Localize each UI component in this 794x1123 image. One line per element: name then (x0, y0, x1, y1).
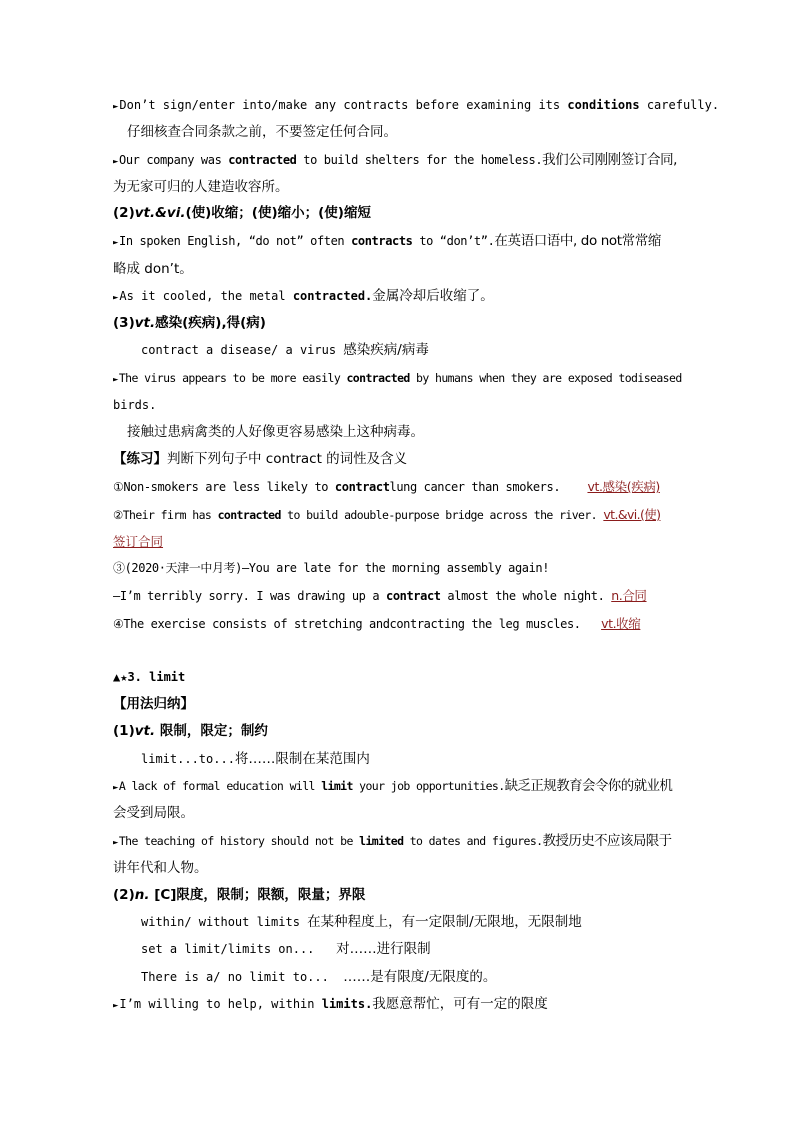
answer-text: vt.感染(疾病) (587, 479, 660, 494)
practice-heading: 【练习】判断下列句子中 contract 的词性及含义 (113, 451, 408, 467)
example-sentence: ►I’m willing to help, within limits.我愿意帮忙，可有一定的限度 (113, 996, 548, 1012)
example-translation: 会受到局限。 (113, 805, 194, 821)
phrase-line: limit...to...将……限制在某范围内 (141, 751, 370, 767)
answer-text: vt.收缩 (601, 616, 641, 631)
sense-heading: (2)n. [C]限度，限制；限额，限量；界限 (113, 887, 366, 903)
example-sentence: ►As it cooled, the metal contracted.金属冷却后收缩了。 (113, 288, 494, 304)
bullet-icon: ► (113, 1001, 119, 1011)
phrase-line: contract a disease/ a virus 感染疾病/病毒 (141, 342, 429, 358)
entry-heading: ▲★3. limit (113, 670, 186, 684)
bullet-icon: ► (113, 838, 118, 848)
example-translation: 略成 don’t。 (113, 261, 193, 277)
practice-answer-cont (113, 528, 713, 556)
example-sentence: ►Don’t sign/enter into/make any contracts before examining its conditions carefully. (113, 98, 720, 112)
example-sentence-cont: birds. (113, 398, 157, 412)
bullet-icon: ► (113, 375, 118, 385)
sense-heading: (1)vt. 限制，限定；制约 (113, 723, 268, 739)
sense-heading: (3)vt.感染(疾病),得(病) (113, 315, 266, 331)
practice-question: ①Non-smokers are less likely to contractlung cancer than smokers. vt.感染(疾病) (113, 479, 660, 494)
answer-text: 签订合同 (113, 534, 164, 549)
answer-text: n.合同 (611, 588, 647, 603)
bullet-icon: ► (113, 157, 119, 167)
bullet-icon: ► (113, 238, 119, 248)
phrase-line: There is a/ no limit to... ……是有限度/无限度的。 (141, 969, 497, 985)
practice-question: ④The exercise consists of stretching andcontracting the leg muscles. vt.收缩 (113, 616, 641, 631)
practice-question: ③(2020·天津一中月考)—You are late for the morning assembly again! (113, 561, 550, 575)
sense-heading: (2)vt.&vi.(使)收缩；(使)缩小；(使)缩短 (113, 205, 371, 221)
usage-heading: 【用法归纳】 (113, 696, 194, 712)
phrase-line: set a limit/limits on... 对……进行限制 (141, 941, 431, 957)
example-sentence: ►In spoken English, “do not” often contracts to “don’t”.在英语口语中, do not常常缩 (113, 233, 661, 249)
example-translation: 讲年代和人物。 (113, 860, 208, 876)
example-sentence: ►Our company was contracted to build shelters for the homeless.我们公司刚刚签订合同, (113, 152, 678, 168)
example-sentence: ►The virus appears to be more easily contracted by humans when they are exposed todiseased (113, 371, 682, 385)
example-translation: 为无家可归的人建造收容所。 (113, 179, 289, 195)
example-translation: 仔细核查合同条款之前，不要签定任何合同。 (127, 124, 397, 140)
answer-text: vt.&vi.(使) (603, 507, 661, 522)
phrase-line: within/ without limits 在某种程度上，有一定限制/无限地，无限制地 (141, 914, 582, 930)
bullet-icon: ► (113, 293, 119, 303)
practice-question: ②Their firm has contracted to build adouble-purpose bridge across the river. vt.&vi.(使) (113, 507, 661, 522)
bullet-icon: ► (113, 783, 118, 793)
bullet-icon: ► (113, 102, 119, 112)
example-translation: 接触过患病禽类的人好像更容易感染上这种病毒。 (127, 424, 424, 440)
example-sentence: ►A lack of formal education will limit your job opportunities.缺乏正规教育会令你的就业机 (113, 778, 673, 794)
practice-question-cont: —I’m terribly sorry. I was drawing up a contract almost the whole night. n.合同 (113, 588, 647, 603)
example-sentence: ►The teaching of history should not be limited to dates and figures.教授历史不应该局限于 (113, 833, 672, 849)
